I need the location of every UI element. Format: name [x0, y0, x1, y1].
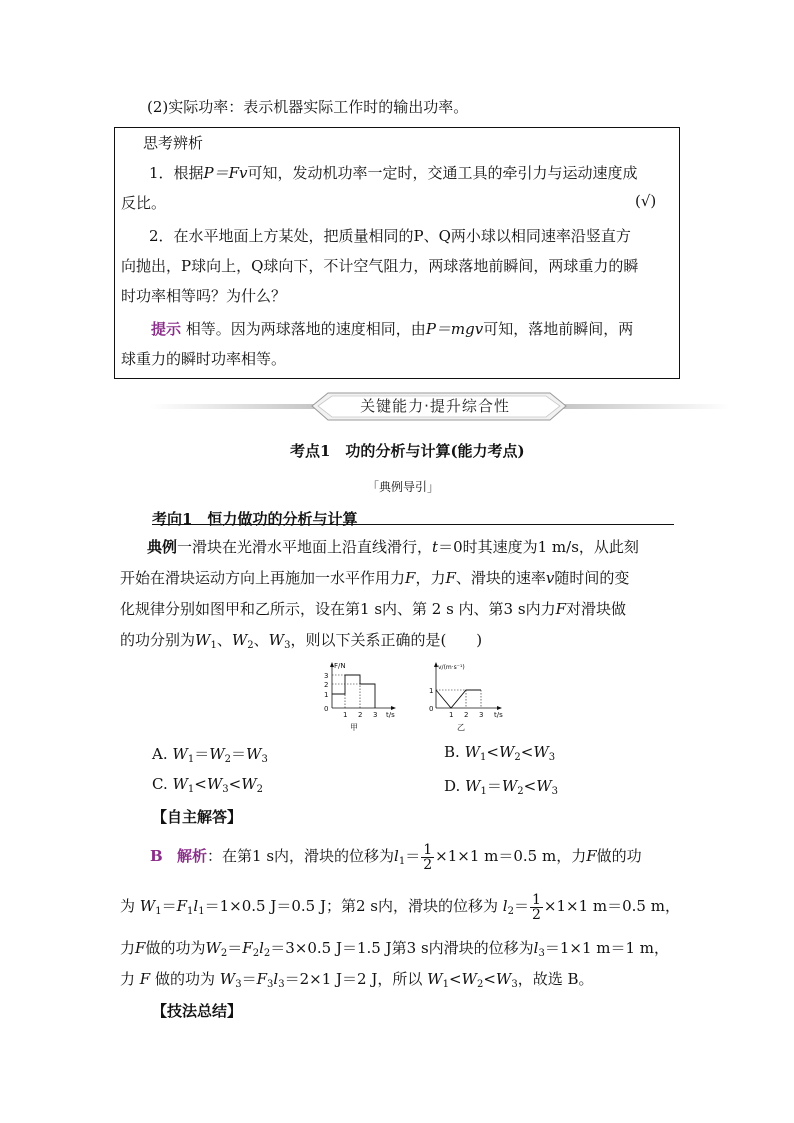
graph1-guides [332, 675, 360, 708]
example-line-4: 的功分别为$W_1$、$W_2$、$W_3$，则以下关系正确的是( ) [120, 631, 483, 651]
graph2-velocity-line [436, 690, 481, 708]
answer-line-4: 力 F 做的功为 $W_3=F_3l_3=2\times 1$ J＝2 J，所以 $W_1<W_2<W_3$，故选 B。 [120, 970, 594, 990]
example-line-2: 开始在滑块运动方向上再施加一水平作用力F，力F、滑块的速率v随时间的变 [120, 569, 630, 587]
box-title: 思考辨析 [143, 134, 204, 152]
graph1-ylabel: F/N [334, 662, 346, 670]
graph2-xtick: 2 [464, 711, 469, 719]
option-d[interactable]: D. $W_1=W_2<W_3$ [444, 777, 559, 797]
graph1-ytick: 3 [324, 672, 329, 680]
option-a[interactable]: A. $W_1=W_2=W_3$ [152, 745, 268, 765]
question-2-line-3: 时功率相等吗？为什么？ [121, 287, 287, 305]
hint-label: 提示 [151, 320, 182, 338]
graph1-xtick: 1 [343, 711, 348, 719]
question-1-line-1: 1．根据P＝Fv可知，发动机功率一定时，交通工具的牵引力与运动速度成 [149, 164, 638, 182]
graph1-xtick: 3 [373, 711, 378, 719]
fraction-half: $\frac{1}{2}$ [531, 891, 541, 923]
thinking-box [114, 127, 680, 379]
graph-force-time [312, 660, 402, 738]
example-line-1: 典例一滑块在光滑水平地面上沿直线滑行，t＝0时其速度为1 m/s，从此刻 [147, 538, 639, 556]
question-1-mark: (√) [635, 192, 657, 210]
graph2-ytick: 0 [429, 705, 434, 713]
direction-title: 考向1 恒力做功的分析与计算 [152, 510, 358, 528]
graph-velocity-time [422, 660, 512, 738]
paragraph-actual-power: (2)实际功率：表示机器实际工作时的输出功率。 [147, 98, 469, 116]
answer-line-1: B 解析：在第1 s内，滑块的位移为$l_1=$ $\frac{1}{2}$ ×1×1 m＝0.5 m，力F做的功 [150, 841, 642, 873]
graph1-ytick: 0 [324, 705, 329, 713]
graph2-ylabel: v/(m·s⁻¹) [438, 664, 465, 671]
option-b[interactable]: B. $W_1<W_2<W_3$ [444, 743, 556, 763]
hint-line-2: 球重力的瞬时功率相等。 [121, 350, 287, 368]
answer-line-3: 力F做的功为$W_2=F_2l_2=3\times 0.5$ J＝1.5 J第3 s内滑块的位移为$l_3=1\times 1$ m＝1 m， [120, 939, 670, 959]
section-title: 考点1 功的分析与计算(能力考点) [290, 442, 525, 460]
graph2-xtick: 3 [479, 711, 484, 719]
banner-title: 关键能力·提升综合性 [360, 397, 510, 415]
answer-line-2: 为 $W_1=F_1l_1=1\times 0.5$ J＝0.5 J；第2 s内，滑块的位移为 $l_2=$ $\frac{1}{2}$ ×1×1 m＝0.5 m， [120, 891, 680, 923]
graph1-xtick: 2 [358, 711, 363, 719]
technique-heading: 【技法总结】 [152, 1002, 243, 1020]
option-c[interactable]: C. $W_1<W_3<W_2$ [152, 775, 264, 795]
graph1-ytick: 1 [324, 691, 329, 699]
direction-underline [152, 524, 674, 525]
graph2-xtick: 1 [449, 711, 454, 719]
graph2-xlabel: t/s [494, 711, 503, 719]
graph1-xlabel: t/s [386, 711, 395, 719]
graph1-ytick: 2 [324, 681, 329, 689]
graph2-ytick: 1 [429, 687, 434, 695]
graph1-force-line [332, 675, 375, 708]
question-1-line-2: 反比。 [121, 194, 167, 212]
answer-letter: B [150, 847, 163, 865]
graph1-caption: 甲 [350, 723, 358, 732]
hint-line-1: 提示 相等。因为两球落地的速度相同，由P＝mgv可知，落地前瞬间，两 [151, 320, 634, 338]
question-2-line-1: 2．在水平地面上方某处，把质量相同的P、Q两小球以相同速率沿竖直方 [149, 227, 631, 245]
self-answer-heading: 【自主解答】 [152, 808, 243, 826]
fraction-half: $\frac{1}{2}$ [423, 841, 433, 873]
example-label: 典例 [147, 538, 178, 556]
analysis-label: 解析 [177, 847, 208, 865]
graph2-caption: 乙 [457, 723, 465, 732]
example-line-3: 化规律分别如图甲和乙所示，设在第1 s内、第 2 s 内、第3 s内力F对滑块做 [120, 600, 627, 618]
question-2-line-2: 向抛出，P球向上，Q球向下，不计空气阻力，两球落地前瞬间，两球重力的瞬 [121, 257, 639, 275]
sub-title: 「典例导引」 [367, 480, 440, 494]
